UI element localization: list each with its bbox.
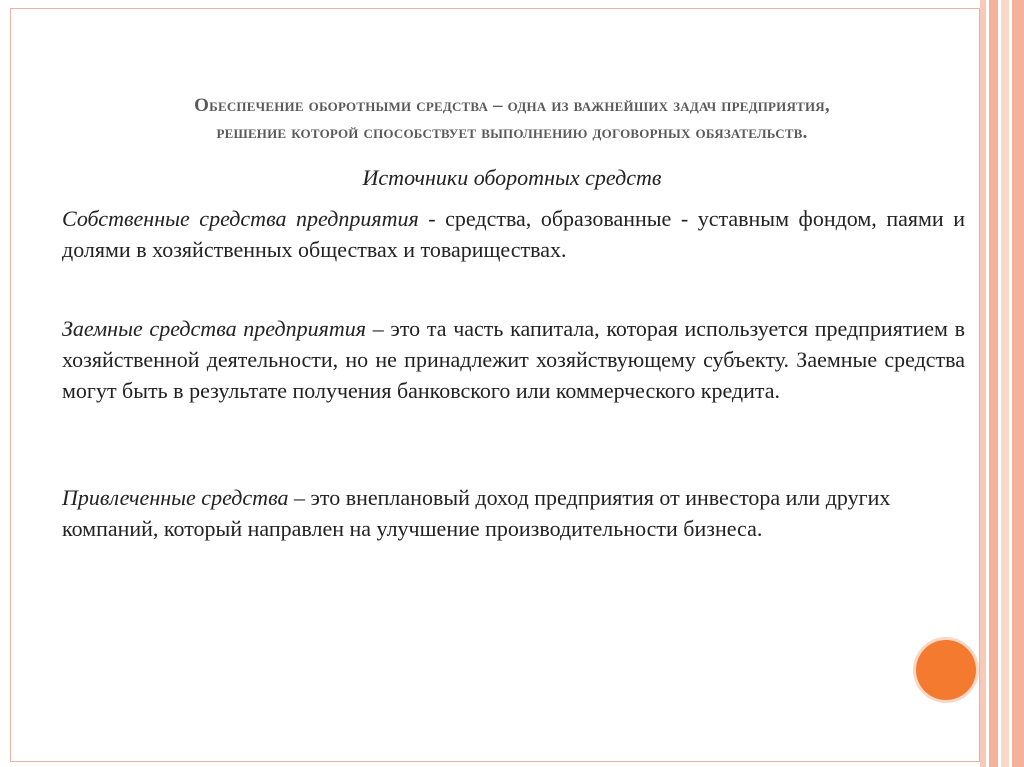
heading-line-2: решение которой способствует выполнению договорных обязательств.	[216, 122, 808, 143]
slide-subheading: Источники оборотных средств	[362, 165, 662, 190]
paragraph-attracted-funds	[62, 482, 965, 544]
stripe-1	[980, 0, 986, 767]
paragraph-lead: Заемные средства предприятия	[62, 316, 366, 341]
stripe-3	[1001, 0, 1009, 767]
paragraph-own-funds	[62, 203, 965, 265]
paragraph-text: - средства, образованные - уставным фондом, паями и долями в хозяйственных обществах и товариществах.	[62, 206, 965, 262]
slide-heading	[60, 92, 964, 146]
stripe-2	[989, 0, 998, 767]
paragraph-text: – это внеплановый доход предприятия от инвестора или других компаний, который направлен на улучшение производительности бизнеса.	[62, 485, 891, 541]
stripe-4	[1012, 0, 1024, 767]
paragraph-lead: Привлеченные средства	[62, 485, 289, 510]
decorative-stripes	[980, 0, 1024, 767]
heading-line-1: Обеспечение оборотными средства – одна из важнейших задач предприятия,	[194, 95, 830, 116]
accent-circle	[916, 640, 976, 700]
paragraph-borrowed-funds	[62, 313, 965, 406]
paragraph-lead: Собственные средства предприятия	[62, 206, 419, 231]
paragraph-text: – это та часть капитала, которая используется предприятием в хозяйственной деятельности, но не принадлежит хозяйствующему субъекту. Заемные средства могут быть в результате получения банковского или коммерческого кредита.	[62, 316, 965, 403]
